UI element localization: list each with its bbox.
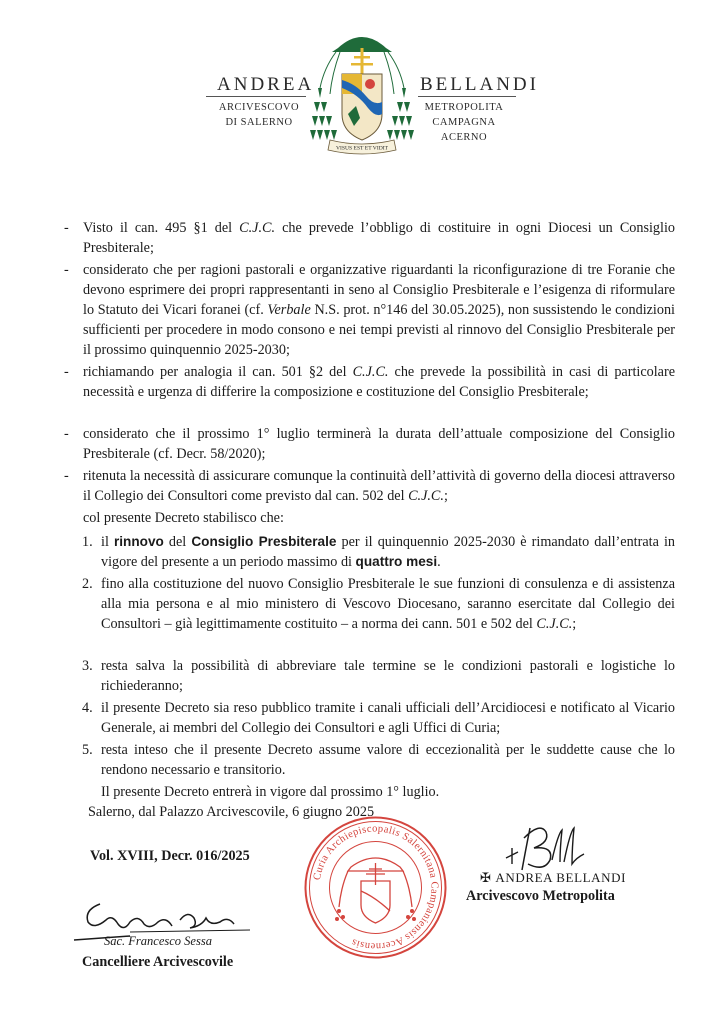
item-number: 2.: [82, 576, 93, 592]
decree-item-5: resta inteso che il presente Decreto assume valore di eccezionalità per le suddette cause che lo rendono necessario e transitorio.: [101, 742, 675, 778]
header-left-title: ARCIVESCOVO DI SALERNO: [218, 102, 300, 128]
seal-legend: Curia Archiepiscopalis Salernitana Campaniensis Acernensis: [311, 823, 440, 952]
premise-1: Visto il can. 495 §1 del C.J.C. che prevede l’obbligo di costituire in ogni Diocesi un Consiglio Presbiterale;: [83, 220, 675, 256]
header-rule-left: [206, 96, 306, 97]
coat-of-arms-icon: [308, 18, 416, 158]
archbishop-name: ✠ ANDREA BELLANDI: [480, 870, 627, 885]
header-rule-right: [418, 96, 516, 97]
item-number: 5.: [82, 742, 93, 758]
item-number: 3.: [82, 658, 93, 674]
official-seal-stamp: [303, 815, 448, 960]
premise-5: ritenuta la necessità di assicurare comunque la continuità dell’attività di governo della diocesi attraverso il Collegio dei Consultori come previsto dal can. 502 del C.J.C.;: [83, 468, 675, 504]
header-right-title: METROPOLITA CAMPAGNA ACERNO: [424, 102, 504, 143]
decree-item-3: resta salva la possibilità di abbreviare tale termine se le condizioni pastorali e logistiche lo richiederanno;: [101, 658, 675, 694]
chancellor-name: Sac. Francesco Sessa: [104, 934, 212, 948]
bullet-dash: -: [64, 262, 69, 278]
svg-text:Curia Archiepiscopalis Salerni: [312, 823, 440, 951]
premise-4: considerato che il prossimo 1° luglio terminerà la durata dell’attuale composizione del Consiglio Presbiterale (cf. Decr. 58/2020);: [83, 426, 675, 462]
premise-3: richiamando per analogia il can. 501 §2 del C.J.C. che prevede la possibilità in casi di particolare necessità e urgenza di differire la composizione e costituzione del Consiglio Presbiterale;: [83, 364, 675, 400]
cross-icon: ✠: [480, 870, 492, 885]
item-number: 4.: [82, 700, 93, 716]
decree-intro: col presente Decreto stabilisco che:: [83, 510, 284, 526]
motto-text: VISUS EST ET VIDIT: [335, 145, 389, 152]
effective-date: Il presente Decreto entrerà in vigore dal prossimo 1° luglio.: [101, 784, 440, 800]
chancellor-title: Cancelliere Arcivescovile: [82, 954, 234, 970]
premise-2: considerato che per ragioni pastorali e organizzative riguardanti la riconfigurazione di tre Foranie che devono esprimere dei propri rappresentanti in seno al Consiglio Presbiterale e l’esigenza di riformulare lo Statuto dei Vicari foranei (cf. Verbale N.S. prot. n°146 del 30.05.2025), non sussistendo le condizioni sufficienti per procedere in modo consono e nei tempi previsti al rinnovo del Consiglio Presbiterale per il prossimo quinquennio 2025-2030;: [83, 262, 675, 358]
bullet-dash: -: [64, 364, 69, 380]
bullet-dash: -: [64, 426, 69, 442]
bullet-dash: -: [64, 220, 69, 236]
archbishop-title: Arcivescovo Metropolita: [466, 888, 615, 904]
bullet-dash: -: [64, 468, 69, 484]
header-last-name: BELLANDI: [420, 74, 539, 95]
decree-item-4: il presente Decreto sia reso pubblico tramite i canali ufficiali dell’Arcidiocesi e notificato al Vicario Generale, ai membri del Collegio dei Consultori e agli Uffici di Curia;: [101, 700, 675, 736]
header-first-name: ANDREA: [217, 74, 315, 95]
decree-item-2: fino alla costituzione del nuovo Consiglio Presbiterale le sue funzioni di consulenza e di assistenza alla mia persona e al mio ministero di Vescovo Diocesano, saranno esercitate dal Collegio dei Consultori – già legittimamente costituito – a norma dei cann. 501 e 502 del C.J.C.;: [101, 576, 675, 632]
decree-item-1: il rinnovo del Consiglio Presbiterale per il quinquennio 2025-2030 è rimandato dall’entrata in vigore del presente a un periodo massimo di quattro mesi.: [101, 534, 675, 570]
place-date: Salerno, dal Palazzo Arcivescovile, 6 giugno 2025: [88, 804, 375, 820]
protocol-number: Vol. XVIII, Decr. 016/2025: [90, 848, 250, 864]
item-number: 1.: [82, 534, 93, 550]
